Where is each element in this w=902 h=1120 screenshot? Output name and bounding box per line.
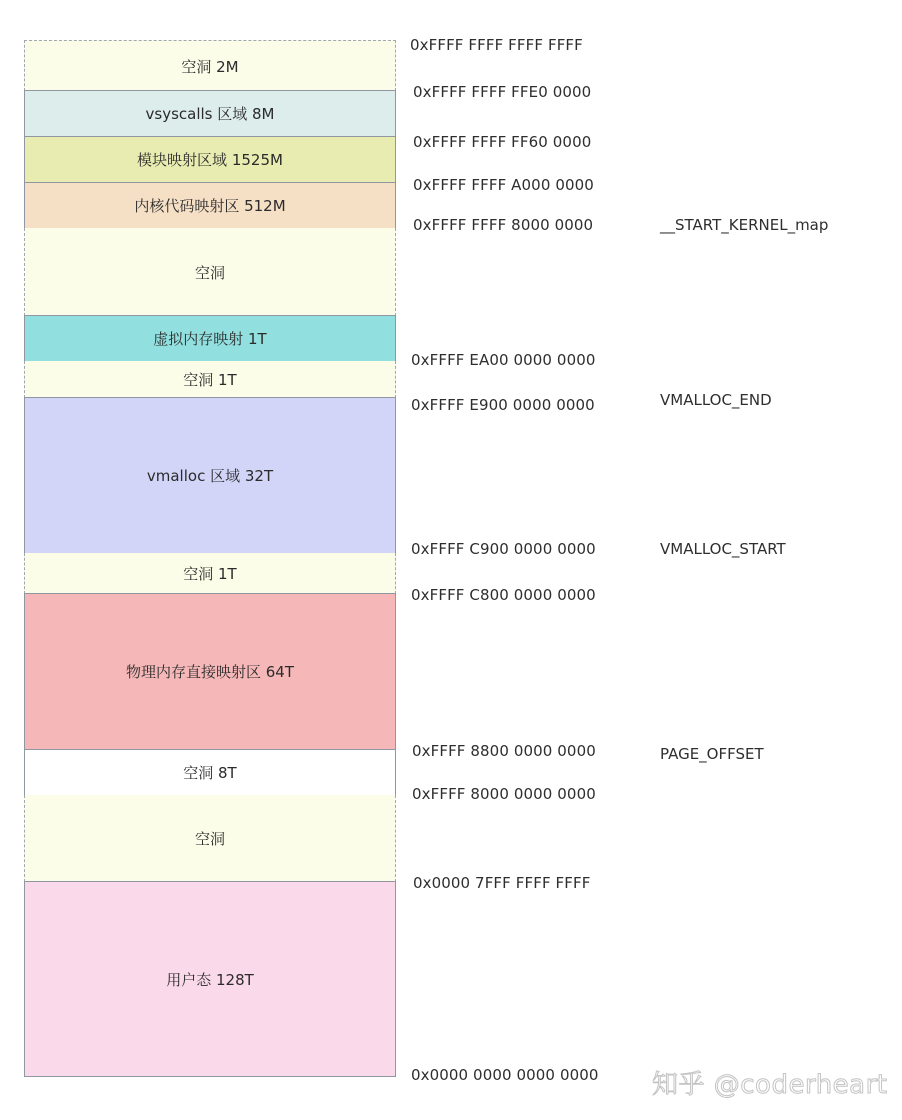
address-label: 0xFFFF FFFF FF60 0000 [413,133,592,151]
region-direct-mapping: 物理内存直接映射区 64T [24,593,396,750]
address-label: 0xFFFF FFFF FFFF FFFF [410,36,583,54]
region-hole-8t: 空洞 8T [24,749,396,796]
region-kernel-code-mapping: 内核代码映射区 512M [24,182,396,229]
region-hole-1t: 空洞 1T [24,553,396,594]
region-hole: 空洞 [24,795,396,882]
address-label: 0x0000 0000 0000 0000 [411,1066,599,1084]
address-label: 0xFFFF 8800 0000 0000 [412,742,596,760]
region-module-mapping: 模块映射区域 1525M [24,136,396,183]
watermark: 知乎 @coderheart [652,1070,888,1100]
address-label: 0x0000 7FFF FFFF FFFF [413,874,591,892]
symbol-vmalloc-start: VMALLOC_START [660,540,786,558]
address-label: 0xFFFF E900 0000 0000 [411,396,595,414]
region-hole: 空洞 [24,228,396,316]
region-hole-2m: 空洞 2M [24,40,396,91]
address-label: 0xFFFF FFFF FFE0 0000 [413,83,592,101]
region-vmalloc: vmalloc 区域 32T [24,397,396,554]
address-label: 0xFFFF FFFF 8000 0000 [413,216,594,234]
region-hole-1t: 空洞 1T [24,361,396,398]
address-label: 0xFFFF C900 0000 0000 [411,540,596,558]
symbol-vmalloc-end: VMALLOC_END [660,391,772,409]
address-label: 0xFFFF 8000 0000 0000 [412,785,596,803]
region-vsyscalls: vsyscalls 区域 8M [24,90,396,137]
address-label: 0xFFFF EA00 0000 0000 [411,351,596,369]
address-label: 0xFFFF C800 0000 0000 [411,586,596,604]
symbol-page-offset: PAGE_OFFSET [660,745,764,763]
region-user-space: 用户态 128T [24,881,396,1077]
address-label: 0xFFFF FFFF A000 0000 [413,176,594,194]
region-virtual-memory-map: 虚拟内存映射 1T [24,315,396,362]
symbol-start-kernel-map: __START_KERNEL_map [660,216,829,234]
